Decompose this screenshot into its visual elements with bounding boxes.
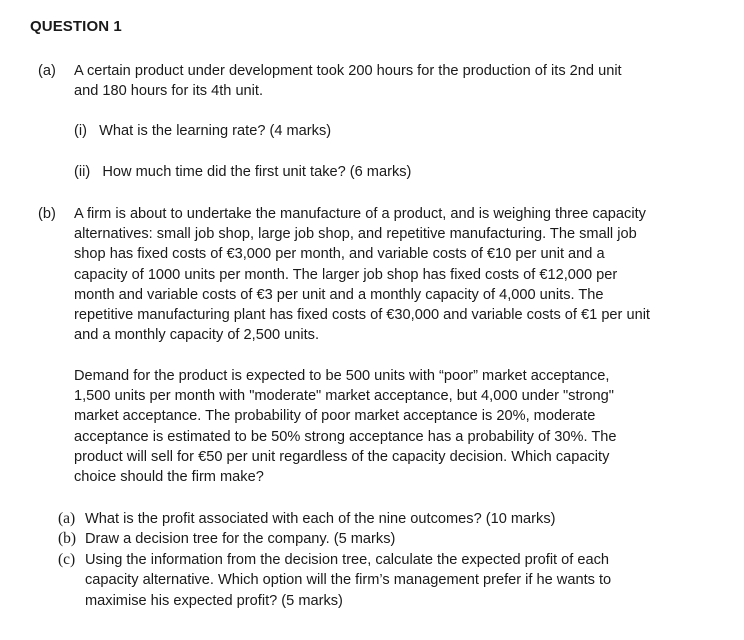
paragraph-line: acceptance is estimated to be 50% strong acceptance has a probability of 30%. The bbox=[74, 428, 617, 445]
list-item-text: Using the information from the decision tree, calculate the expected profit of each bbox=[85, 551, 610, 568]
list-item bbox=[58, 550, 718, 611]
paragraph-line: month and variable costs of €3 per unit and a monthly capacity of 4,000 units. The bbox=[74, 286, 604, 303]
list-item-label: (b) bbox=[58, 530, 77, 548]
list-item-text: maximise his expected profit? (5 marks) bbox=[85, 592, 343, 609]
paragraph-line: Demand for the product is expected to be 500 units with “poor” market acceptance, bbox=[74, 368, 610, 384]
sub-question-i bbox=[74, 123, 331, 139]
paragraph-line: repetitive manufacturing plant has fixed costs of €30,000 and variable costs of €1 per unit bbox=[74, 307, 650, 324]
sub-question-list bbox=[58, 509, 718, 611]
sub-question-ii bbox=[74, 164, 411, 180]
sub-question-ii-label: (ii) bbox=[74, 164, 91, 180]
sub-question-i-text: What is the learning rate? (4 marks) bbox=[99, 123, 332, 139]
list-item-label: (a) bbox=[58, 510, 76, 527]
list-item-text: Draw a decision tree for the company. (5 marks) bbox=[85, 531, 396, 548]
paragraph-line: market acceptance. The probability of poor market acceptance is 20%, moderate bbox=[74, 408, 596, 425]
part-a-label: (a) bbox=[38, 63, 56, 79]
paragraph-line: shop has fixed costs of €3,000 per month, and variable costs of €10 per unit and a bbox=[74, 246, 605, 263]
paragraph-line: product will sell for €50 per unit regardless of the capacity decision. Which capacity bbox=[74, 448, 610, 465]
paragraph-line: 1,500 units per month with "moderate" market acceptance, but 4,000 under "strong" bbox=[74, 388, 614, 405]
list-item bbox=[58, 529, 718, 549]
paragraph-line: A firm is about to undertake the manufacture of a product, and is weighing three capacity bbox=[74, 206, 646, 222]
list-item bbox=[58, 509, 718, 529]
list-item-text: capacity alternative. Which option will the firm’s management prefer if he wants to bbox=[85, 572, 612, 589]
part-a-line: and 180 hours for its 4th unit. bbox=[74, 83, 264, 100]
part-b-label: (b) bbox=[38, 206, 56, 222]
list-item-text: What is the profit associated with each of the nine outcomes? (10 marks) bbox=[85, 511, 556, 527]
part-a-text bbox=[74, 61, 714, 101]
part-b-paragraph-1 bbox=[74, 204, 714, 345]
paragraph-line: alternatives: small job shop, large job shop, and repetitive manufacturing. The small job bbox=[74, 226, 637, 243]
part-b-paragraph-2 bbox=[74, 366, 714, 487]
sub-question-ii-text: How much time did the first unit take? (6 marks) bbox=[102, 164, 412, 180]
paragraph-line: choice should the firm make? bbox=[74, 469, 264, 486]
question-title: QUESTION 1 bbox=[30, 18, 122, 35]
sub-question-i-label: (i) bbox=[74, 123, 87, 139]
paragraph-line: capacity of 1000 units per month. The larger job shop has fixed costs of €12,000 per bbox=[74, 266, 618, 283]
part-a-line: A certain product under development took 200 hours for the production of its 2nd unit bbox=[74, 63, 622, 79]
list-item-label: (c) bbox=[58, 550, 76, 568]
paragraph-line: and a monthly capacity of 2,500 units. bbox=[74, 327, 320, 344]
